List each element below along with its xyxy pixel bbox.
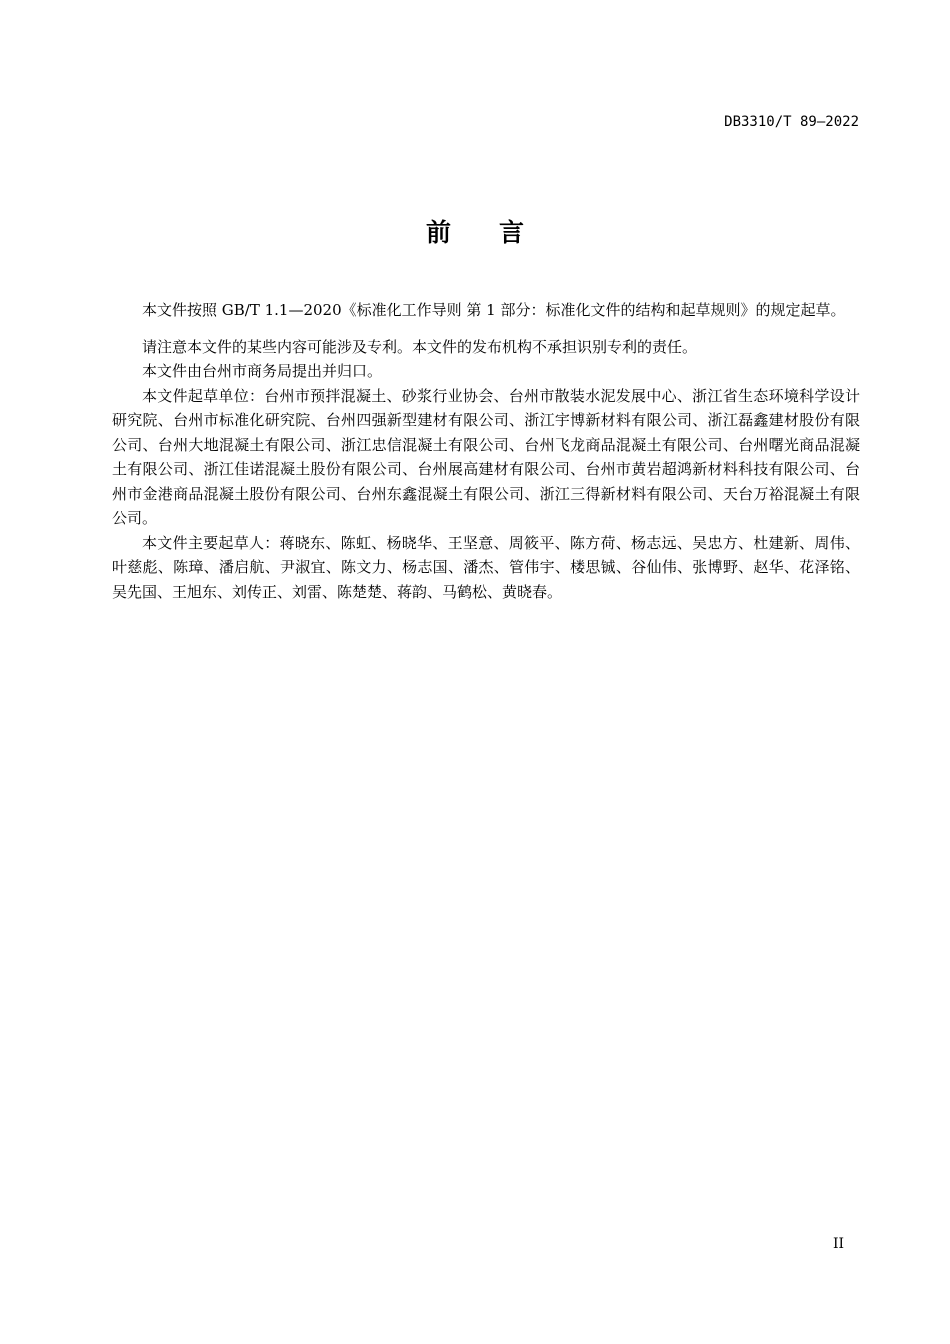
paragraph-proposer: 本文件由台州市商务局提出并归口。 [142,362,383,380]
paragraph-drafters: 本文件主要起草人：蒋晓东、陈虹、杨晓华、王坚意、周筱平、陈方荷、杨志远、吴忠方、杜建新、周伟、叶慈彪、陈璋、潘启航、尹淑宜、陈文力、杨志国、潘杰、管伟宇、楼思铖、谷仙伟、张博野、赵华、花泽铭、吴先国、王旭东、刘传正、刘雷、陈楚楚、蒋韵、马鹤松、黄晓春。 [112,533,860,601]
document-code: DB3310/T 89—2022 [724,114,859,130]
page-title: 前言 [425,218,572,247]
foreword-body [112,298,860,604]
paragraph-patent-notice: 请注意本文件的某些内容可能涉及专利。本文件的发布机构不承担识别专利的责任。 [142,337,698,356]
paragraph-drafting-rules: 本文件按照 GB/T 1.1—2020《标准化工作导则 第 1 部分：标准化文件的结构和起草规则》的规定起草。 [142,301,846,319]
paragraph-drafting-units: 本文件起草单位：台州市预拌混凝土、砂浆行业协会、台州市散装水泥发展中心、浙江省生态环境科学设计研究院、台州市标准化研究院、台州四强新型建材有限公司、浙江宇博新材料有限公司、浙江磊鑫建材股份有限公司、台州大地混凝土有限公司、浙江忠信混凝土有限公司、台州飞龙商品混凝土有限公司、台州曙光商品混凝土有限公司、浙江佳诺混凝土股份有限公司、台州展高建材有限公司、台州市黄岩超鸿新材料科技有限公司、台州市金港商品混凝土股份有限公司、台州东鑫混凝土有限公司、浙江三得新材料有限公司、天台万裕混凝土有限公司。 [112,386,860,527]
page-number: II [832,1236,844,1252]
